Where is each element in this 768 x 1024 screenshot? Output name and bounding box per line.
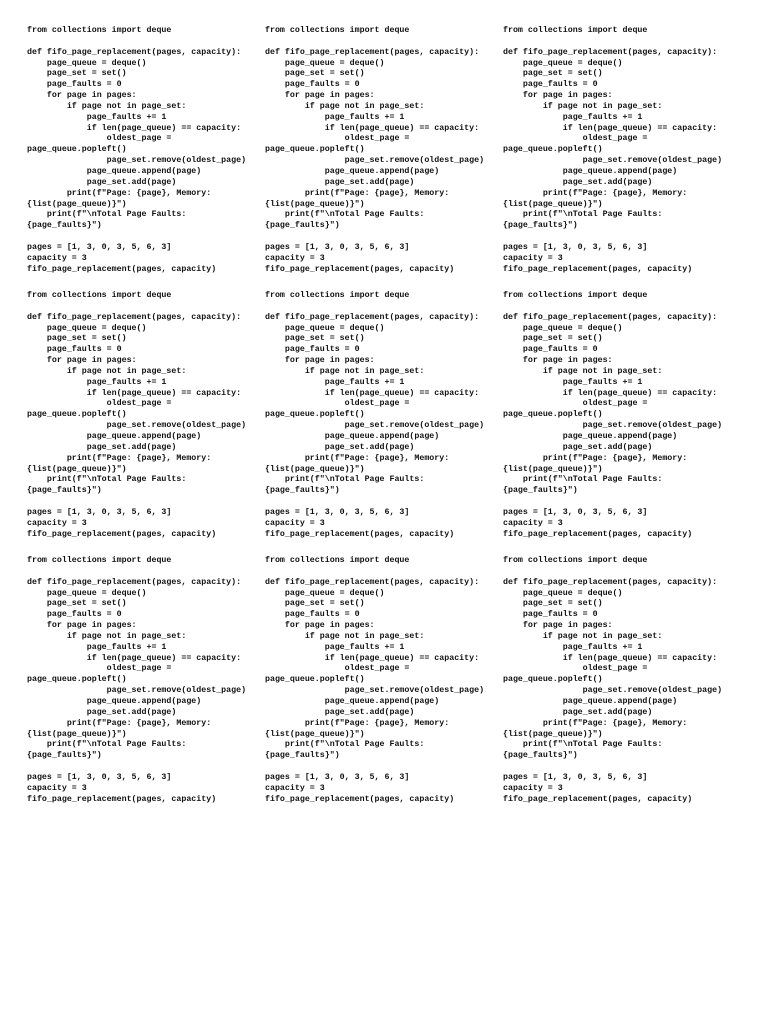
code-block-r2-c2: from collections import deque def fifo_page_replacement(pages, capacity): page_queue = deque() page_set = set() page_faults = 0 for page in pages: if page not in page_set: page_faults += 1 if len(page_queue) == capacity: oldest_page = page_queue.popleft() page_set.remove(oldest_page) page_queue.append(page) page_set.add(page) print(f"Page: {page}, Memory: {list(page_queue)}") print(f"\nTotal Page Faults: {page_faults}") pages = [1, 3, 0, 3, 5, 6, 3] capacity = 3 fifo_page_replacement(pages, capacity) [265, 291, 485, 539]
code-block-r1-c1: from collections import deque def fifo_page_replacement(pages, capacity): page_queue = deque() page_set = set() page_faults = 0 for page in pages: if page not in page_set: page_faults += 1 if len(page_queue) == capacity: oldest_page = page_queue.popleft() page_set.remove(oldest_page) page_queue.append(page) page_set.add(page) print(f"Page: {page}, Memory: {list(page_queue)}") print(f"\nTotal Page Faults: {page_faults}") pages = [1, 3, 0, 3, 5, 6, 3] capacity = 3 fifo_page_replacement(pages, capacity) [27, 26, 247, 274]
code-block-r1-c3: from collections import deque def fifo_page_replacement(pages, capacity): page_queue = deque() page_set = set() page_faults = 0 for page in pages: if page not in page_set: page_faults += 1 if len(page_queue) == capacity: oldest_page = page_queue.popleft() page_set.remove(oldest_page) page_queue.append(page) page_set.add(page) print(f"Page: {page}, Memory: {list(page_queue)}") print(f"\nTotal Page Faults: {page_faults}") pages = [1, 3, 0, 3, 5, 6, 3] capacity = 3 fifo_page_replacement(pages, capacity) [503, 26, 723, 274]
code-grid [27, 26, 747, 821]
code-block-r2-c3: from collections import deque def fifo_page_replacement(pages, capacity): page_queue = deque() page_set = set() page_faults = 0 for page in pages: if page not in page_set: page_faults += 1 if len(page_queue) == capacity: oldest_page = page_queue.popleft() page_set.remove(oldest_page) page_queue.append(page) page_set.add(page) print(f"Page: {page}, Memory: {list(page_queue)}") print(f"\nTotal Page Faults: {page_faults}") pages = [1, 3, 0, 3, 5, 6, 3] capacity = 3 fifo_page_replacement(pages, capacity) [503, 291, 723, 539]
code-block-r2-c1: from collections import deque def fifo_page_replacement(pages, capacity): page_queue = deque() page_set = set() page_faults = 0 for page in pages: if page not in page_set: page_faults += 1 if len(page_queue) == capacity: oldest_page = page_queue.popleft() page_set.remove(oldest_page) page_queue.append(page) page_set.add(page) print(f"Page: {page}, Memory: {list(page_queue)}") print(f"\nTotal Page Faults: {page_faults}") pages = [1, 3, 0, 3, 5, 6, 3] capacity = 3 fifo_page_replacement(pages, capacity) [27, 291, 247, 539]
code-block-r3-c2: from collections import deque def fifo_page_replacement(pages, capacity): page_queue = deque() page_set = set() page_faults = 0 for page in pages: if page not in page_set: page_faults += 1 if len(page_queue) == capacity: oldest_page = page_queue.popleft() page_set.remove(oldest_page) page_queue.append(page) page_set.add(page) print(f"Page: {page}, Memory: {list(page_queue)}") print(f"\nTotal Page Faults: {page_faults}") pages = [1, 3, 0, 3, 5, 6, 3] capacity = 3 fifo_page_replacement(pages, capacity) [265, 556, 485, 804]
code-block-r3-c1: from collections import deque def fifo_page_replacement(pages, capacity): page_queue = deque() page_set = set() page_faults = 0 for page in pages: if page not in page_set: page_faults += 1 if len(page_queue) == capacity: oldest_page = page_queue.popleft() page_set.remove(oldest_page) page_queue.append(page) page_set.add(page) print(f"Page: {page}, Memory: {list(page_queue)}") print(f"\nTotal Page Faults: {page_faults}") pages = [1, 3, 0, 3, 5, 6, 3] capacity = 3 fifo_page_replacement(pages, capacity) [27, 556, 247, 804]
code-block-r3-c3: from collections import deque def fifo_page_replacement(pages, capacity): page_queue = deque() page_set = set() page_faults = 0 for page in pages: if page not in page_set: page_faults += 1 if len(page_queue) == capacity: oldest_page = page_queue.popleft() page_set.remove(oldest_page) page_queue.append(page) page_set.add(page) print(f"Page: {page}, Memory: {list(page_queue)}") print(f"\nTotal Page Faults: {page_faults}") pages = [1, 3, 0, 3, 5, 6, 3] capacity = 3 fifo_page_replacement(pages, capacity) [503, 556, 723, 804]
code-block-r1-c2: from collections import deque def fifo_page_replacement(pages, capacity): page_queue = deque() page_set = set() page_faults = 0 for page in pages: if page not in page_set: page_faults += 1 if len(page_queue) == capacity: oldest_page = page_queue.popleft() page_set.remove(oldest_page) page_queue.append(page) page_set.add(page) print(f"Page: {page}, Memory: {list(page_queue)}") print(f"\nTotal Page Faults: {page_faults}") pages = [1, 3, 0, 3, 5, 6, 3] capacity = 3 fifo_page_replacement(pages, capacity) [265, 26, 485, 274]
